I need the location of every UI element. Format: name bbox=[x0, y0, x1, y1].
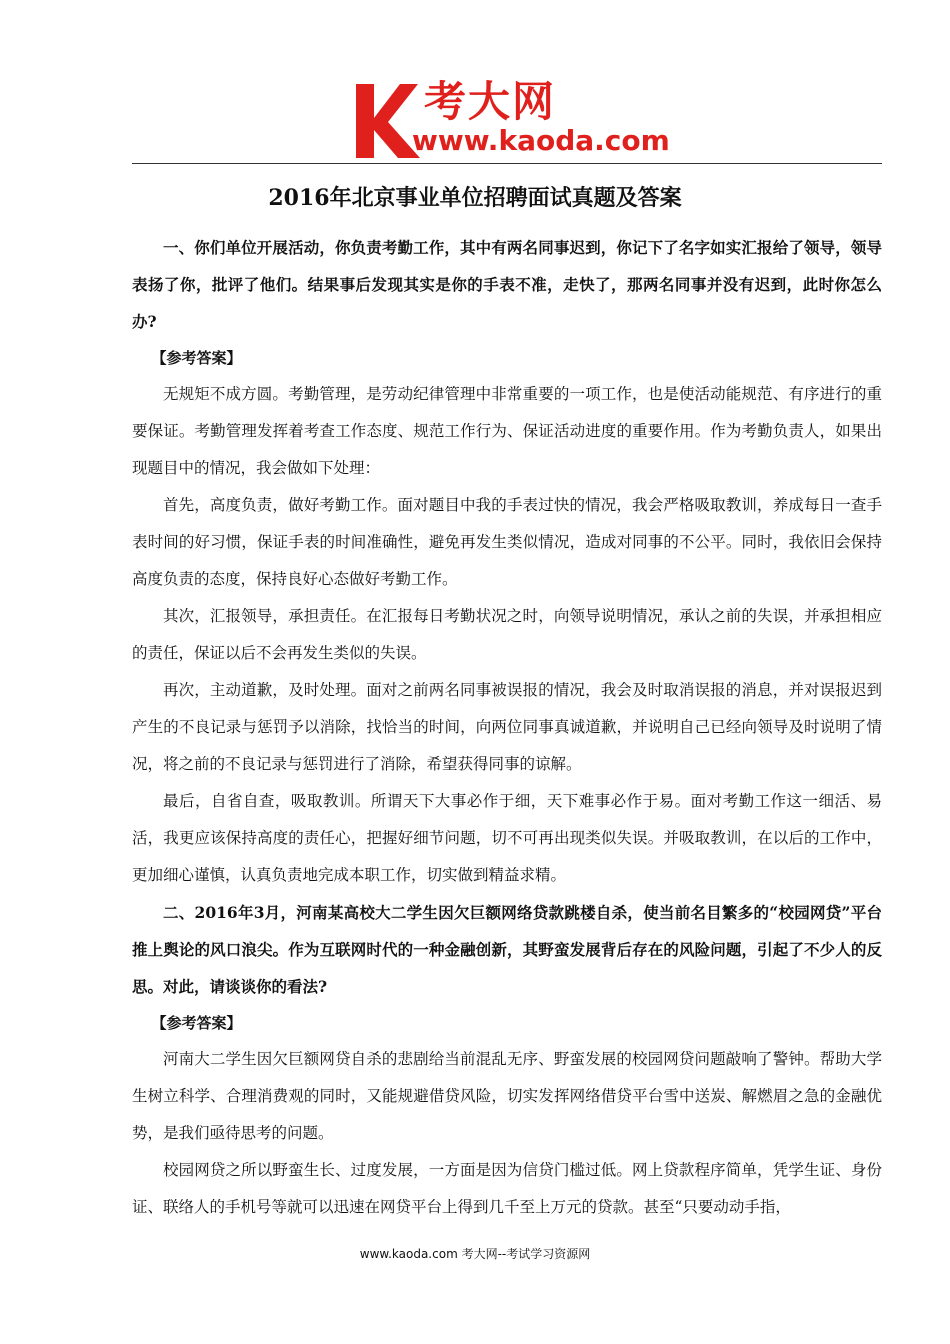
question-paragraph: 二、2016年3月，河南某高校大二学生因欠巨额网络贷款跳楼自杀，使当前名目繁多的“校园网贷”平台推上舆论的风口浪尖。作为互联网时代的一种金融创新，其野蛮发展背后存在的风险问题，引起了不少人的反思。对此，请谈谈你的看法? bbox=[132, 903, 882, 996]
body-paragraph: 无规矩不成方圆。考勤管理，是劳动纪律管理中非常重要的一项工作，也是使活动能规范、有序进行的重要保证。考勤管理发挥着考查工作态度、规范工作行为、保证活动进度的重要作用。作为考勤负责人，如果出现题目中的情况，我会做如下处理： bbox=[132, 385, 882, 477]
body-paragraph: 其次，汇报领导，承担责任。在汇报每日考勤状况之时，向领导说明情况，承认之前的失误，并承担相应的责任，保证以后不会再发生类似的失误。 bbox=[132, 607, 882, 662]
body-paragraph: 校园网贷之所以野蛮生长、过度发展，一方面是因为信贷门槛过低。网上贷款程序简单，凭学生证、身份证、联络人的手机号等就可以迅速在网贷平台上得到几千至上万元的贷款。甚至“只要动动手指， bbox=[132, 1161, 882, 1216]
page-footer: www.kaoda.com 考大网--考试学习资源网 bbox=[359, 1247, 591, 1261]
body-paragraph: 再次，主动道歉，及时处理。面对之前两名同事被误报的情况，我会及时取消误报的消息，并对误报迟到产生的不良记录与惩罚予以消除，找恰当的时间，向两位同事真诚道歉，并说明自己已经向领导及时说明了情况，将之前的不良记录与惩罚进行了消除，希望获得同事的谅解。 bbox=[132, 681, 882, 773]
logo-url-text: www.kaoda.com bbox=[412, 124, 670, 157]
logo-brand-text: 考大网 bbox=[424, 77, 557, 126]
question-paragraph: 一、你们单位开展活动，你负责考勤工作，其中有两名同事迟到，你记下了名字如实汇报给了领导，领导表扬了你，批评了他们。结果事后发现其实是你的手表不准，走快了，那两名同事并没有迟到，此时你怎么办? bbox=[132, 238, 882, 331]
header-divider bbox=[132, 163, 882, 164]
page-title: 2016年北京事业单位招聘面试真题及答案 bbox=[268, 185, 682, 211]
article-body bbox=[132, 229, 882, 1226]
body-paragraph: 首先，高度负责，做好考勤工作。面对题目中我的手表过快的情况，我会严格吸取教训，养成每日一查手表时间的好习惯，保证手表的时间准确性，避免再发生类似情况，造成对同事的不公平。同时，我依旧会保持高度负责的态度，保持良好心态做好考勤工作。 bbox=[132, 496, 882, 588]
answer-heading: 【参考答案】 bbox=[151, 349, 242, 367]
kaoda-logo bbox=[352, 78, 682, 160]
body-paragraph: 河南大二学生因欠巨额网贷自杀的悲剧给当前混乱无序、野蛮发展的校园网贷问题敲响了警钟。帮助大学生树立科学、合理消费观的同时，又能规避借贷风险，切实发挥网络借贷平台雪中送炭、解燃眉之急的金融优势，是我们亟待思考的问题。 bbox=[132, 1050, 882, 1142]
body-paragraph: 最后，自省自查，吸取教训。所谓天下大事必作于细，天下难事必作于易。面对考勤工作这一细活、易活，我更应该保持高度的责任心，把握好细节问题，切不可再出现类似失误。并吸取教训，在以后的工作中，更加细心谨慎，认真负责地完成本职工作，切实做到精益求精。 bbox=[132, 792, 882, 884]
answer-heading: 【参考答案】 bbox=[151, 1014, 242, 1032]
